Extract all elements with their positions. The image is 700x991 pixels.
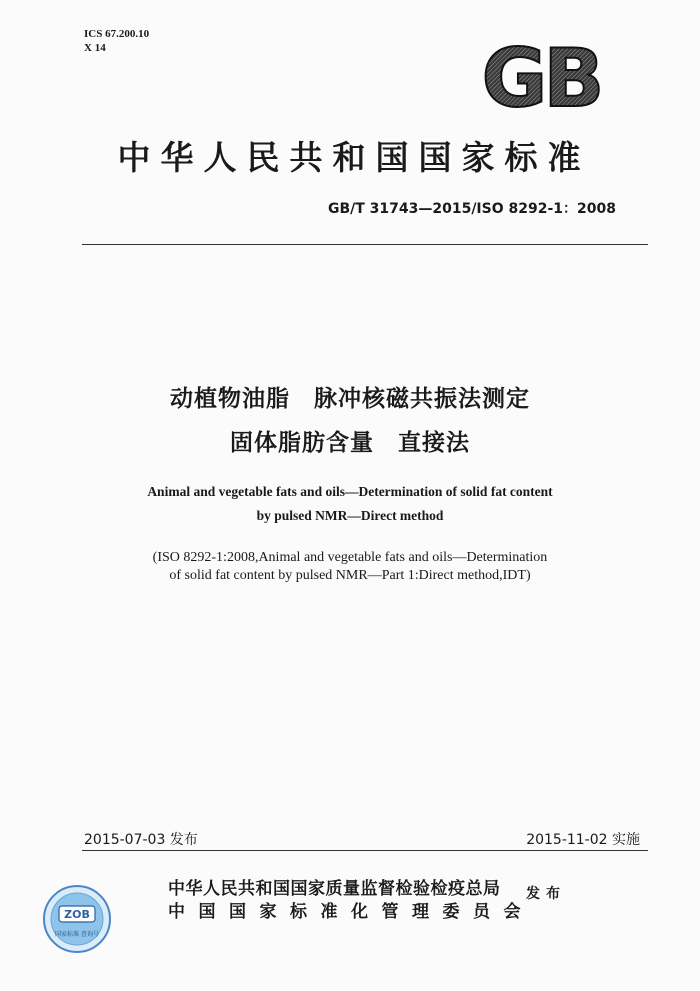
ics-code-block: [84, 27, 149, 55]
en-title-line-2: by pulsed NMR—Direct method: [256, 508, 444, 523]
gb-logo-icon: [470, 40, 612, 116]
cn-title-line-2: 固体脂肪含量 直接法: [230, 430, 470, 456]
bottom-divider: [82, 850, 648, 851]
seal-caption: 国家标准 查询号: [55, 931, 99, 938]
anti-counterfeit-seal-icon: [42, 884, 112, 954]
en-title-line-1: Animal and vegetable fats and oils—Determination of solid fat content: [147, 484, 553, 499]
ics-code: ICS 67.200.10: [84, 28, 150, 40]
standard-number: GB/T 31743—2015/ISO 8292-1：2008: [327, 201, 616, 217]
issuer-line-1: 中华人民共和国国家质量监督检验检疫总局: [168, 879, 501, 899]
issue-date: 2015-07-03 发布: [84, 832, 198, 848]
implementation-date: 2015-11-02 实施: [526, 832, 640, 848]
gb-logo-text: GB: [481, 40, 601, 116]
issuer-line-2: 中国国家标准化管理委员会: [168, 902, 534, 922]
publish-label: 发布: [526, 886, 566, 902]
iso-reference-line-1: (ISO 8292-1:2008,Animal and vegetable fats and oils—Determination: [152, 550, 548, 565]
iso-reference-line-2: of solid fat content by pulsed NMR—Part 1:Direct method,IDT): [169, 568, 531, 583]
cn-title-line-1: 动植物油脂 脉冲核磁共振法测定: [170, 386, 530, 412]
seal-logo-text: ZOB: [64, 908, 90, 921]
national-standard-heading: 中华人民共和国国家标准: [117, 138, 591, 177]
class-code: X 14: [84, 42, 106, 54]
top-divider: [82, 244, 648, 245]
